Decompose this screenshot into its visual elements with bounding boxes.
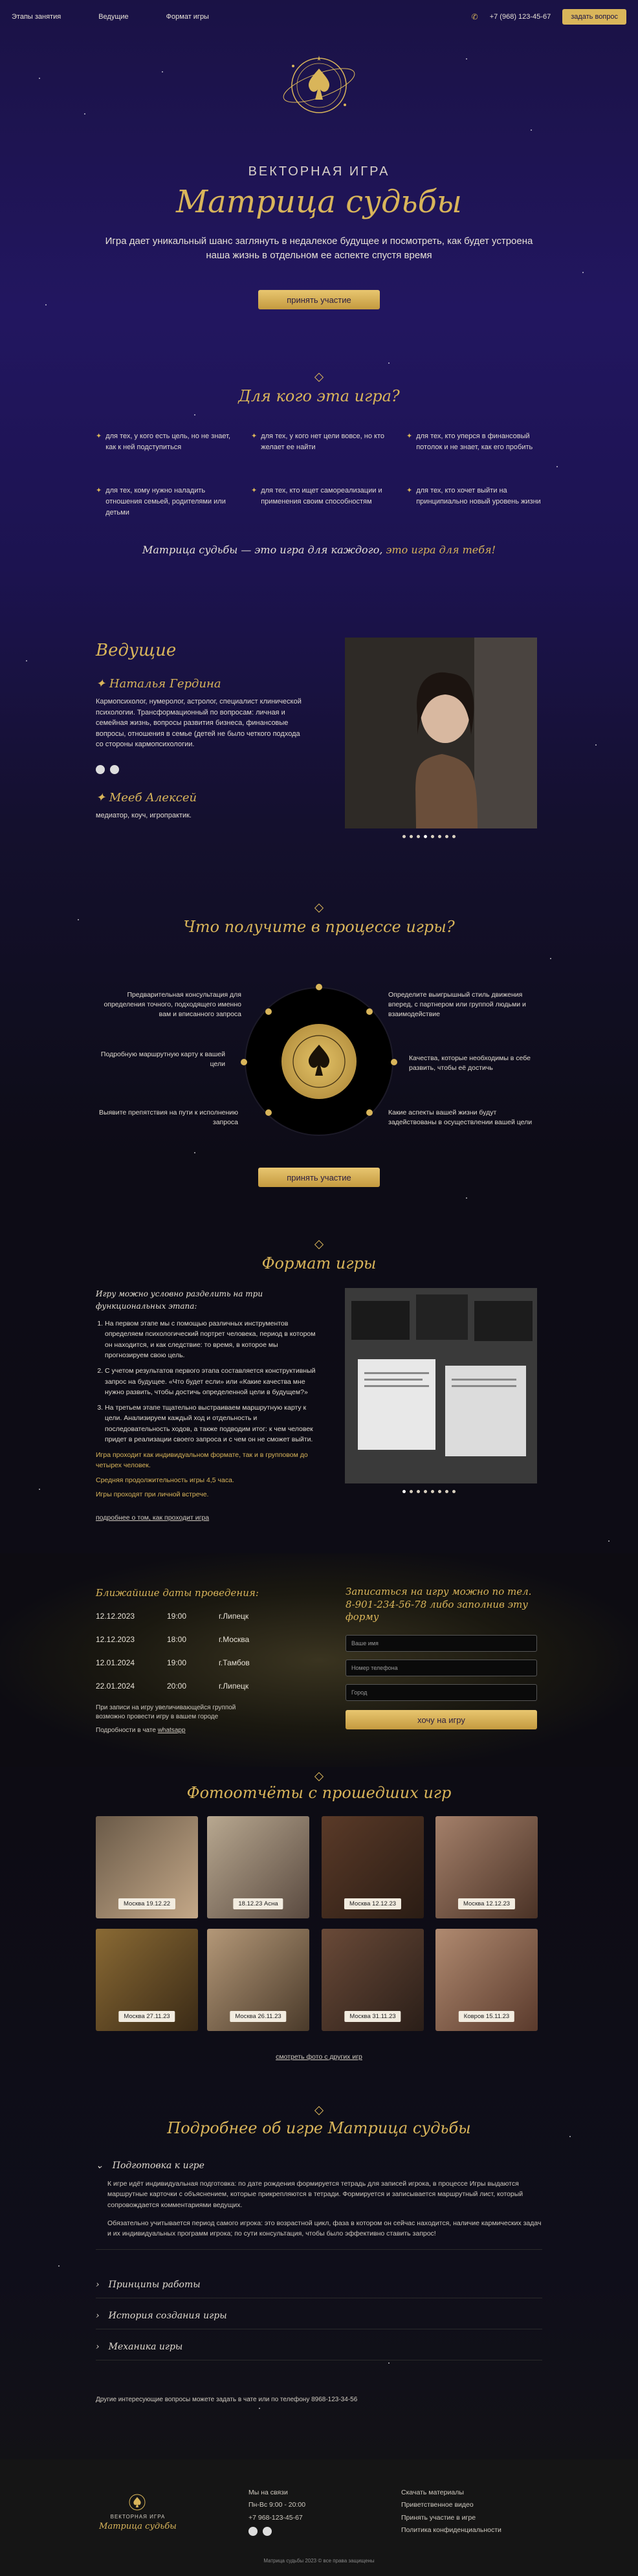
host-photo [345,638,537,828]
format-carousel-dots[interactable] [402,1490,456,1493]
orbit-marker [316,984,322,990]
footer-copyright: Матрица судьбы 2023 © все права защищены [263,2558,375,2564]
city-field[interactable]: Город [346,1684,537,1701]
hero-join-button[interactable]: принять участие [258,290,380,309]
spade-logo-icon [128,2493,146,2511]
benefits-join-button[interactable]: принять участие [258,1168,380,1187]
chevron-down-icon: ⌄ [96,2160,104,2171]
report-photo[interactable]: Москва 31.11.23 [322,1929,424,2031]
benefit-item: Выявите препятствия на пути к исполнению запроса [99,1109,238,1127]
format-intro: Игру можно условно разделить на три функциональных этапа: [96,1289,263,1311]
format-note: Игра проходит как индивидуальном формате, так и в групповом до четырех человек. [96,1451,308,1470]
chevron-right-icon: › [96,2280,100,2290]
benefits-emblem [281,1024,357,1099]
host2-name: ✦ Мееб Алексей [96,791,197,805]
orbit-marker [391,1059,397,1065]
report-photo[interactable]: Москва 26.11.23 [207,1929,309,2031]
nav-right [472,9,626,25]
reports-title: Фотоотчёты с прошедших игр [186,1784,452,1802]
whatsapp-icon[interactable] [248,2527,258,2536]
report-photo[interactable]: Москва 19.12.22 [96,1816,198,1918]
star-bullet-icon: ✦ [96,487,102,495]
nav-link-stages[interactable]: Этапы занятия [12,13,61,21]
accordion-header[interactable]: ⌄ Подготовка к игре [96,2160,204,2171]
footer-logo-subtitle: ВЕКТОРНАЯ ИГРА [110,2514,166,2520]
hero-description: Игра дает уникальный шанс заглянуть в недалекое будущее и посмотреть, как будет устроена наша жизнь в отдельном ее аспекте спустя время [105,236,533,261]
audience-tagline: Матрица судьбы — это игра для каждого, это игра для тебя! [142,544,496,556]
whatsapp-link[interactable]: whatsapp [157,1727,186,1734]
chevron-right-icon: › [96,2311,100,2321]
audience-title: Для кого эта игра? [238,387,400,405]
benefit-item: Какие аспекты вашей жизни будут задействованы в осуществлении вашей цели [388,1109,533,1127]
host1-socials [96,765,119,774]
footer [0,2459,638,2576]
host-carousel-dots[interactable] [402,835,456,838]
report-photo[interactable]: 18.12.23 Асна [207,1816,309,1918]
schedule-title: Ближайшие даты проведения: [96,1587,259,1599]
format-title: Формат игры [261,1254,377,1272]
accordion-item[interactable] [96,2272,542,2298]
benefit-item: Качества, которые необходимы в себе развить, чтобы её достичь [409,1054,531,1072]
nav-link-format[interactable]: Формат игры [166,13,209,21]
reports-more [0,2053,638,2061]
format-step: 1. На первом этапе мы с помощью различных инструментов определяем психологический портрет человека, период в котором он находится, и как следствие: то время, в которое мы прогнозируем свою цель. [105,1318,316,1360]
hosts-title: Ведущие [96,641,177,660]
section-divider-icon [314,1240,324,1249]
footer-logo-name: Матрица судьбы [99,2522,177,2531]
accordion-item[interactable] [96,2303,542,2329]
host2-bio: медиатор, коуч, игропрактик. [96,812,192,819]
format-note: Средняя продолжительность игры 4,5 часа. [96,1476,234,1484]
star-bullet-icon: ✦ [406,487,413,495]
audience-item: ✦ для тех, кто хочет выйти на принципиально новый уровень жизни [406,485,542,518]
schedule-row: 12.12.2023 18:00 г.Москва [96,1635,250,1644]
star-bullet-icon: ✦ [406,432,413,440]
section-divider-icon [314,373,324,382]
top-navigation [0,0,638,34]
benefit-item: Предварительная консультация для определения точного, подходящего именно вам и вписанного запроса [104,991,241,1019]
details-title: Подробнее об игре Матрица судьбы [167,2119,471,2137]
orbit-marker [265,1109,272,1116]
section-divider-icon [314,1772,324,1781]
signup-submit-button[interactable]: хочу на игру [346,1710,537,1729]
nav-link-hosts[interactable]: Ведущие [98,13,129,21]
footer-link[interactable]: Скачать материалы [401,2489,464,2496]
spade-emblem-icon [280,47,358,124]
star-bullet-icon: ✦ [96,432,102,440]
report-photo[interactable]: Москва 27.11.23 [96,1929,198,2031]
star-bullet-icon: ✦ [251,487,258,495]
phone-field[interactable]: Номер телефона [346,1660,537,1676]
orbit-marker [241,1059,247,1065]
footer-link[interactable]: Принять участие в игре [401,2513,476,2522]
orbit-marker [366,1109,373,1116]
schedule-row: 12.01.2024 19:00 г.Тамбов [96,1658,250,1667]
accordion-header[interactable]: › Принципы работы [96,2280,201,2290]
report-photo[interactable]: Ковров 15.11.23 [435,1929,538,2031]
footer-link[interactable]: Политика конфиденциальности [401,2526,501,2535]
section-divider-icon [314,2106,324,2115]
footer-contacts: Мы на связи Пн-Вс 9:00 - 20:00 +7 968-123-45-67 [248,2487,305,2536]
phone-icon: ✆ [471,12,478,21]
format-text [96,1288,316,1523]
section-divider-icon [314,904,324,913]
format-photo [345,1288,537,1483]
host1-name: ✦ Наталья Гердина [96,677,221,691]
schedule-row: 22.01.2024 20:00 г.Липецк [96,1682,249,1691]
format-note: Игры проходят при личной встрече. [96,1490,209,1498]
benefit-item: Подробную маршрутную карту к вашей цели [100,1050,225,1069]
reports-more-link[interactable]: смотреть фото с других игр [276,2053,362,2061]
accordion-body: К игре идёт индивидуальная подготовка: по дате рождения формируется тетрадь для записей игрока, в процессе Игры выдаются маршрутные карточки с объяснением, которые прикрепляются в тетради. Формируется и записывается маршрутный лист, который сопровождается комментариями ведущих. Обязательно учитывается период самого игрока: это возрастной цикл, фаза в котором он сейчас находится, наличие кармических задач и их индивидуальных программ игрока; по сути консультация, чтобы было эффективно ставить запрос! [107,2180,542,2238]
audience-item: ✦ для тех, у кого есть цель, но не знает, как к ней подступиться [96,431,232,453]
accordion-item-open [96,2153,542,2250]
audience-item: ✦ для тех, у кого нет цели вовсе, но кто желает ее найти [251,431,387,453]
chevron-right-icon: › [96,2342,100,2352]
report-photo[interactable]: Москва 12.12.23 [322,1816,424,1918]
audience-grid [96,431,542,518]
footer-link[interactable]: Приветственное видео [401,2501,474,2509]
format-step: 2. С учетом результатов первого этапа составляется конструктивный запрос на будущее. «Что будет если» или «Какие качества мне нужно развить, чтобы достичь определенной цели в будущем?» [105,1366,316,1397]
orbit-marker [265,1008,272,1015]
footer-phone[interactable]: +7 968-123-45-67 [248,2513,303,2522]
format-steps [96,1318,316,1445]
audience-item: ✦ для тех, кто ищет самореализации и применения своим способностям [251,485,387,518]
host1-bio: Кармопсихолог, нумеролог, астролог, специалист клинической психологии. Трансформационный по вопросам: личная и семейная жизнь, вопросы развития бизнеса, финансовые вопросы, отношения в семье (детей не было четкого подхода со стороны кармопсихологии. [96,698,302,748]
audience-item: ✦ для тех, кто уперся в финансовый потолок и не знает, как его пробить [406,431,542,453]
schedule-row: 12.12.2023 19:00 г.Липецк [96,1612,249,1621]
accordion-header[interactable]: › Механика игры [96,2342,183,2352]
signup-title: Записаться на игру можно по тел. 8-901-234-56-78 либо заполнив эту форму [346,1586,532,1623]
name-field[interactable]: Ваше имя [346,1635,537,1652]
format-more-link[interactable]: подробнее о том, как проходит игра [96,1514,210,1522]
accordion-header[interactable]: › История создания игры [96,2311,227,2321]
hero-subtitle: ВЕКТОРНАЯ ИГРА [248,164,390,179]
format-step: 3. На третьем этапе тщательно выстраиваем маршрутную карту к цели. Анализируем каждый ход и отдельность и последовательность ходов, а также подводим итог: к чем человек придет в реализации своего запроса и с чем он не сможет выйти. [105,1403,316,1445]
accordion-item[interactable] [96,2334,542,2360]
footer-links [401,2487,501,2537]
details-contact: Другие интересующие вопросы можете задать в чате или по телефону 8968-123-34-56 [96,2396,358,2403]
benefit-item: Определите выигрышный стиль движения вперед, с партнером или группой людьми и взаимодействие [388,991,526,1019]
orbit-marker [366,1008,373,1015]
telegram-icon[interactable] [263,2527,272,2536]
ask-question-button[interactable]: задать вопрос [562,9,626,25]
header-phone[interactable]: +7 (968) 123-45-67 [489,13,551,21]
whatsapp-icon[interactable] [96,765,105,774]
spade-emblem-icon [281,1024,357,1099]
hero-title: Матрица судьбы [176,184,462,220]
telegram-icon[interactable] [110,765,119,774]
audience-item: ✦ для тех, кому нужно наладить отношения семьей, родителями или детьми [96,485,232,518]
schedule-note: При записи на игру увеличивающейся группой возможно провести игру в вашем городе [96,1704,236,1720]
schedule-more: Подробности в чате whatsapp [96,1727,186,1734]
benefits-title: Что получите в процессе игры? [183,918,455,936]
report-photo[interactable]: Москва 12.12.23 [435,1816,538,1918]
star-bullet-icon: ✦ [251,432,258,440]
